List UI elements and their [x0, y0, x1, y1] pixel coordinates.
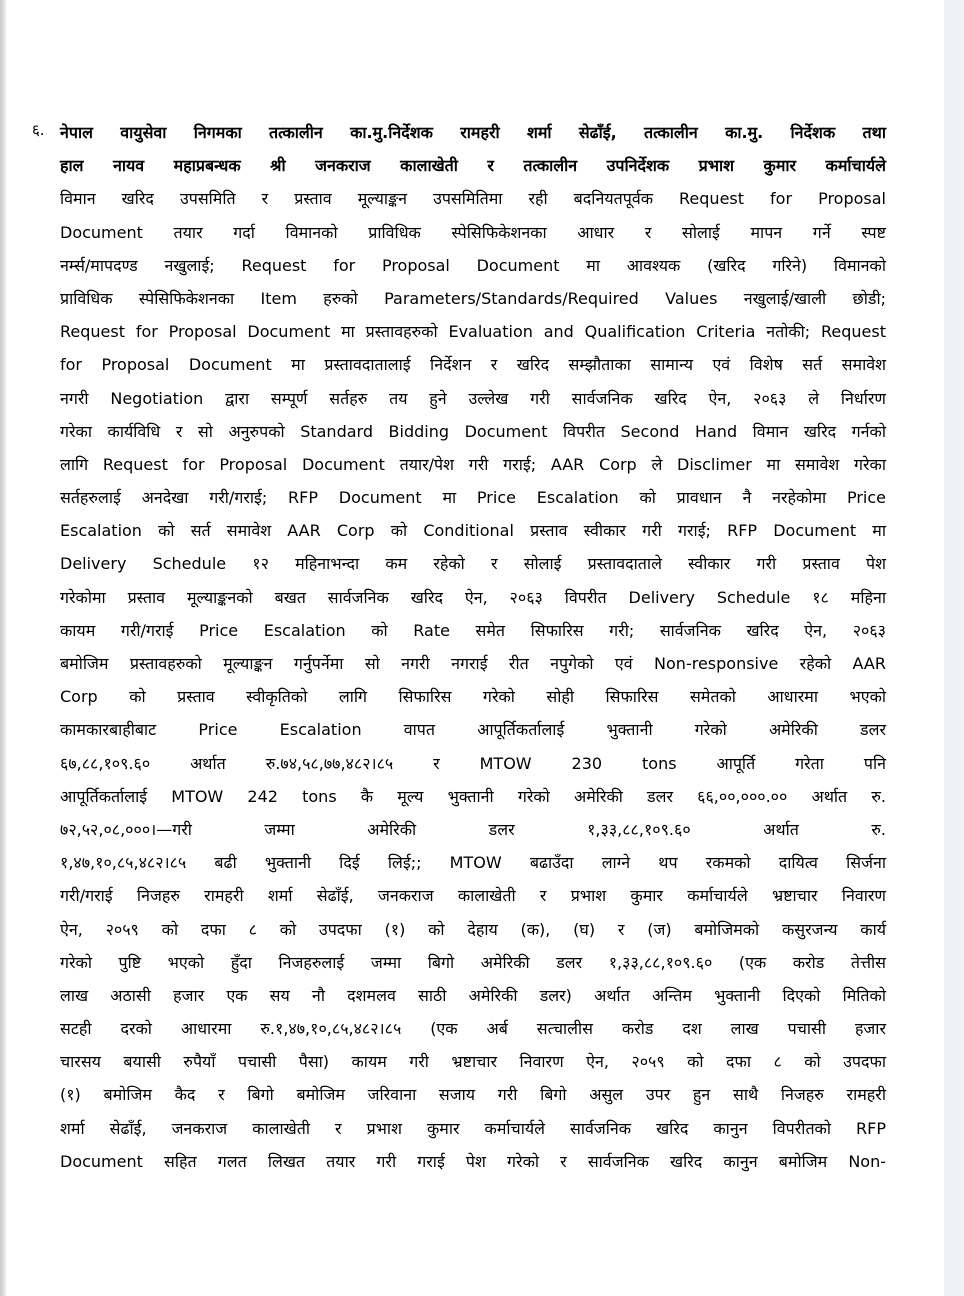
document-page: [22, 0, 928, 1296]
text-line: चारसय बयासी रुपैयाँ पचासी पैसा) कायम गरी भ्रष्टाचार निवारण ऐन, २०५९ को दफा ८ को उपदफा: [60, 1052, 886, 1072]
text-line: नेपाल वायुसेवा निगमका तत्कालीन का.मु.निर्देशक रामहरी शर्मा सेढाँई, तत्कालीन का.मु. निर्देशक तथा: [60, 123, 886, 142]
text-line: Request for Proposal Document मा प्रस्तावहरुको Evaluation and Qualification Criteria नतोकी; Request: [60, 322, 886, 342]
text-line: ६७,८८,१०९.६० अर्थात रु.७४,५८,७७,४८२।८५ र MTOW 230 tons आपूर्ति गरेता पनि: [60, 753, 886, 773]
text-line: लाख अठासी हजार एक सय नौ दशमलव साठी अमेरिकी डलर) अर्थात अन्तिम भुक्तानी दिएको मितिको: [60, 985, 886, 1005]
text-line: गरेका कार्यविधि र सो अनुरुपको Standard Bidding Document विपरीत Second Hand विमान खरिद गर्नको: [60, 421, 886, 441]
item-number: ६.: [32, 121, 45, 139]
text-line: लागि Request for Proposal Document तयार/पेश गरी गराई; AAR Corp ले Disclimer मा समावेश गरेका: [60, 454, 886, 474]
text-line: Document तयार गर्दा विमानको प्राविधिक स्पेसिफिकेशनका आधार र सोलाई मापन गर्ने स्पष्ट: [60, 222, 886, 242]
text-line: नगरी Negotiation द्वारा सम्पूर्ण सर्तहरु तय हुने उल्लेख गरी सार्वजनिक खरिद ऐन, २०६३ ले निर्धारण: [60, 388, 886, 408]
text-line: कामकारबाहीबाट Price Escalation वापत आपूर्तिकर्तालाई भुक्तानी गरेको अमेरिकी डलर: [60, 720, 886, 740]
text-line: Delivery Schedule १२ महिनाभन्दा कम रहेको र सोलाई प्रस्तावदाताले स्वीकार गरी प्रस्ताव पेश: [60, 554, 886, 574]
text-line: सर्तहरुलाई अनदेखा गरी/गराई; RFP Document मा Price Escalation को प्रावधान नै नरहेकोमा Price: [60, 488, 886, 508]
text-line: गरेकोमा प्रस्ताव मूल्याङ्कनको बखत सार्वजनिक खरिद ऐन, २०६३ विपरीत Delivery Schedule १८ महिना: [60, 587, 886, 607]
text-line: प्राविधिक स्पेसिफिकेशनका Item हरुको Parameters/Standards/Required Values नखुलाई/खाली छोडी;: [60, 288, 886, 308]
text-line: सटही दरको आधारमा रु.१,४७,१०,८५,४८२।८५ (एक अर्ब सत्चालीस करोड दश लाख पचासी हजार: [60, 1019, 886, 1039]
text-line: Escalation को सर्त समावेश AAR Corp को Conditional प्रस्ताव स्वीकार गरी गराई; RFP Document मा: [60, 521, 886, 541]
text-line: १,४७,१०,८५,४८२।८५ बढी भुक्तानी दिई लिई;; MTOW बढाउँदा लाग्ने थप रकमको दायित्व सिर्जना: [60, 853, 886, 873]
text-line: बमोजिम प्रस्तावहरुको मूल्याङ्कन गर्नुपर्नेमा सो नगरी नगराई रीत नपुगेको एवं Non-responsive रहेको AAR: [60, 654, 886, 673]
text-line: विमान खरिद उपसमिति र प्रस्ताव मूल्याङ्कन उपसमितिमा रही बदनियतपूर्वक Request for Proposal: [60, 189, 886, 209]
viewer-right-margin: [944, 0, 964, 1296]
text-line: Document सहित गलत लिखत तयार गरी गराई पेश गरेको र सार्वजनिक खरिद कानुन बमोजिम Non-: [60, 1151, 886, 1171]
text-line: गरी/गराई निजहरु रामहरी शर्मा सेढाँई, जनकराज कालाखेती र प्रभाश कुमार कर्माचार्यले भ्रष्टाचार निवारण: [60, 886, 886, 906]
text-line: (१) बमोजिम कैद र बिगो बमोजिम जरिवाना सजाय गरी बिगो असुल उपर हुन साथै निजहरु रामहरी: [60, 1085, 886, 1105]
text-line: गरेको पुष्टि भएको हुँदा निजहरुलाई जम्मा बिगो अमेरिकी डलर १,३३,८८,१०९.६० (एक करोड तेत्तीस: [60, 952, 886, 972]
text-line: ७२,५२,०८,०००।—गरी जम्मा अमेरिकी डलर १,३३,८८,१०९.६० अर्थात रु.: [60, 819, 886, 839]
text-line: for Proposal Document मा प्रस्तावदातालाई निर्देशन र खरिद सम्झौताका सामान्य एवं विशेष सर्त समावेश: [60, 355, 886, 375]
text-line: कायम गरी/गराई Price Escalation को Rate समेत सिफारिस गरी; सार्वजनिक खरिद ऐन, २०६३: [60, 620, 886, 640]
text-line: आपूर्तिकर्तालाई MTOW 242 tons कै मूल्य भुक्तानी गरेको अमेरिकी डलर ६६,००,०००.०० अर्थात रु.: [60, 786, 886, 806]
text-line: Corp को प्रस्ताव स्वीकृतिको लागि सिफारिस गरेको सोही सिफारिस समेतको आधारमा भएको: [60, 687, 886, 707]
text-line: नर्म्स/मापदण्ड नखुलाई; Request for Proposal Document मा आवश्यक (खरिद गरिने) विमानको: [60, 255, 886, 275]
text-line: हाल नायव महाप्रबन्धक श्री जनकराज कालाखेती र तत्कालीन उपनिर्देशक प्रभाश कुमार कर्माचार्यले: [60, 156, 886, 176]
body-paragraph: [60, 116, 886, 1178]
text-line: शर्मा सेढाँई, जनकराज कालाखेती र प्रभाश कुमार कर्माचार्यले सार्वजनिक खरिद कानुन विपरीतको RFP: [60, 1118, 886, 1138]
text-line: ऐन, २०५९ को दफा ८ को उपदफा (१) को देहाय (क), (घ) र (ज) बमोजिमको कसुरजन्य कार्य: [60, 919, 886, 939]
viewer-left-edge: [0, 0, 6, 1296]
